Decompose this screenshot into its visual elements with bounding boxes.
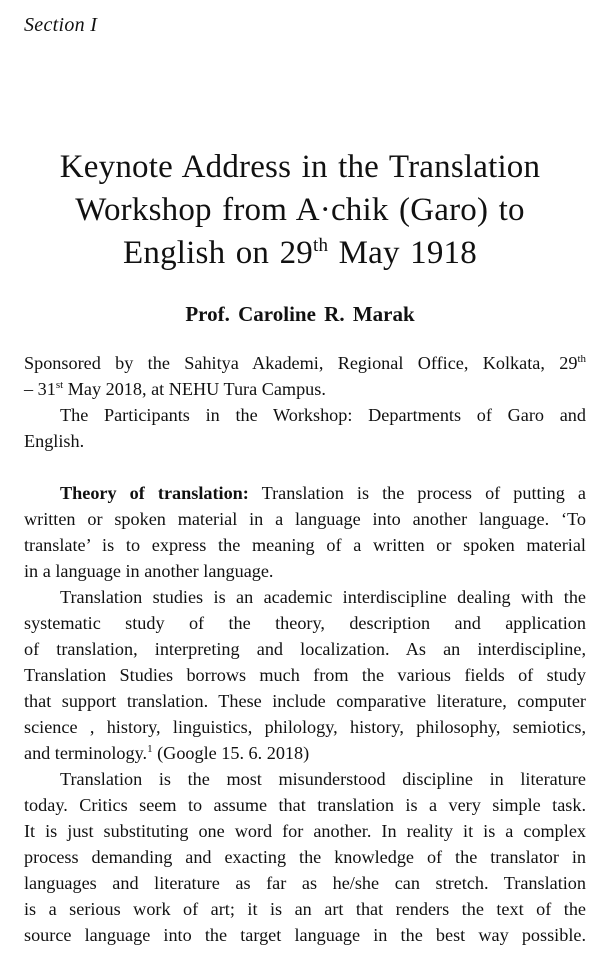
misunderstood-line-6: is a serious work of art; it is an art that renders the text of the xyxy=(24,899,586,919)
paragraph-gap xyxy=(24,454,586,480)
studies-line-5: that support translation. These include comparative literature, computer xyxy=(24,691,586,711)
sponsor-line-2-sup: st xyxy=(55,379,64,391)
studies-line-3: of translation, interpreting and localization. As an interdiscipline, xyxy=(24,639,586,659)
misunderstood-line-1: Translation is the most misunderstood discipline in literature xyxy=(60,769,586,789)
theory-line-1-text: Translation is the process of putting a xyxy=(248,483,587,503)
studies-line-4: Translation Studies borrows much from the various fields of study xyxy=(24,665,586,685)
title-line-3 xyxy=(10,232,590,275)
page-title xyxy=(10,146,590,275)
section-label: Section I xyxy=(24,14,98,36)
sponsor-paragraph xyxy=(24,350,586,402)
studies-paragraph xyxy=(24,584,586,766)
title-line-3-post: May 1918 xyxy=(328,235,477,271)
studies-line-6: science , history, linguistics, philology, history, philosophy, semiotics, xyxy=(24,717,586,737)
misunderstood-line-7: source language into the target language in the best way possible. xyxy=(24,925,586,945)
participants-paragraph xyxy=(24,402,586,454)
sponsor-line-2-post: May 2018, at NEHU Tura Campus. xyxy=(63,379,326,399)
author-name: Prof. Caroline R. Marak xyxy=(185,302,415,326)
theory-heading: Theory of translation: xyxy=(60,483,249,503)
misunderstood-line-3: It is just substituting one word for another. In reality it is a complex xyxy=(24,821,586,841)
misunderstood-paragraph xyxy=(24,766,586,948)
studies-line-1: Translation studies is an academic interdiscipline dealing with the xyxy=(60,587,586,607)
theory-line-2: written or spoken material in a language into another language. ‘To xyxy=(24,509,586,529)
theory-line-3: translate’ is to express the meaning of a written or spoken material xyxy=(24,535,586,555)
sponsor-line-1-sup: th xyxy=(577,353,586,365)
theory-paragraph xyxy=(24,480,586,584)
title-line-1: Keynote Address in the Translation xyxy=(59,149,541,185)
title-ordinal-suffix: th xyxy=(312,235,329,256)
article-body xyxy=(24,350,586,948)
participants-line-1: The Participants in the Workshop: Departments of Garo and xyxy=(60,405,586,425)
sponsor-line-1-text: Sponsored by the Sahitya Akademi, Regional Office, Kolkata, 29 xyxy=(24,353,578,373)
sponsor-line-2 xyxy=(24,376,586,402)
sponsor-line-2-pre: – 31 xyxy=(24,379,56,399)
misunderstood-line-2: today. Critics seem to assume that translation is a very simple task. xyxy=(24,795,586,815)
theory-line-4: in a language in another language. xyxy=(24,561,274,581)
misunderstood-line-5: languages and literature as far as he/she can stretch. Translation xyxy=(24,873,586,893)
participants-line-2: English. xyxy=(24,431,85,451)
studies-line-2: systematic study of the theory, description and application xyxy=(24,613,586,633)
misunderstood-line-4: process demanding and exacting the knowledge of the translator in xyxy=(24,847,586,867)
title-line-3-pre: English on 29 xyxy=(123,235,313,271)
footnote-ref-1[interactable]: 1 xyxy=(147,743,153,755)
studies-line-7 xyxy=(24,740,586,766)
sponsor-line-1 xyxy=(24,350,586,376)
title-line-2: Workshop from A·chik (Garo) to xyxy=(75,192,525,228)
theory-line-1 xyxy=(24,480,586,506)
studies-line-7-post: (Google 15. 6. 2018) xyxy=(152,743,310,763)
studies-line-7-pre: and terminology. xyxy=(24,743,148,763)
